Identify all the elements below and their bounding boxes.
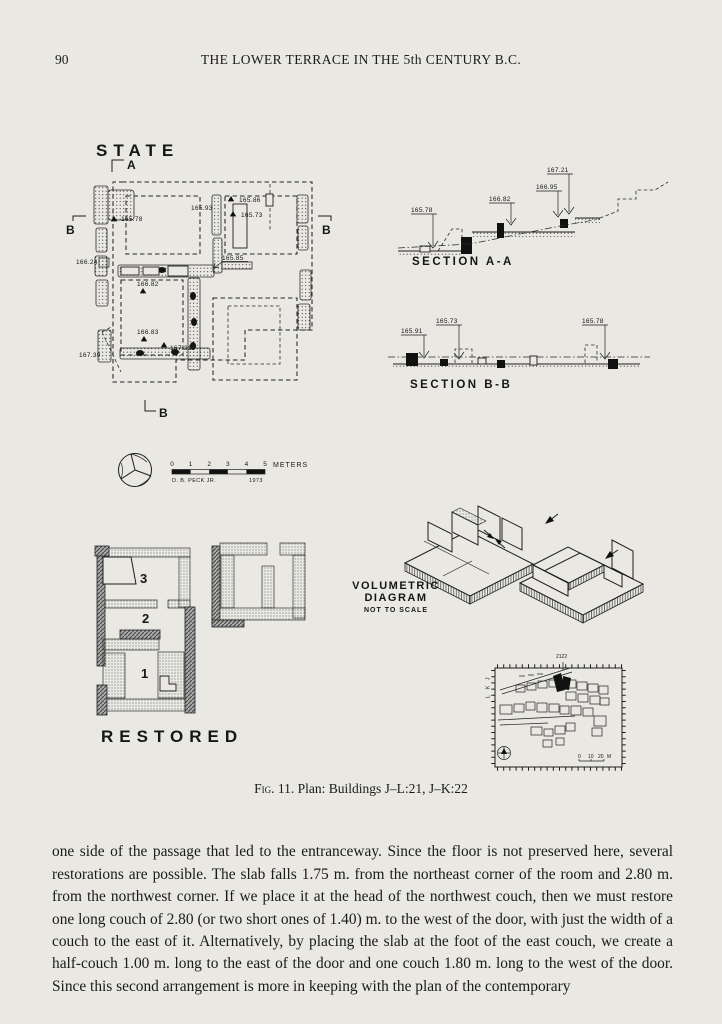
key-map-grid-label: 2122 [556, 654, 568, 660]
north-arrow-icon [119, 454, 152, 487]
volumetric-diagram [352, 506, 643, 623]
section-bb-leaders [401, 318, 610, 359]
body-paragraph: one side of the passage that led to the entranceway. Since the floor is not preserved here, several restorations are possible. The slab falls 1.75 m. from the northeast corner of the room and 2.80 m. from the northwest corner. If we place it at the head of the northwest couch, then we must restore one long couch of 2.80 (or two short ones of 1.40) m. to the west of the door, with just the width of a couch to the east of it. Alternatively, by placing the slab at the foot of the east couch, we create a half-couch 1.00 m. long to the east of the door and one couch 1.80 m. long to the west of the door. Since this second arrangement is more in keeping with the plan of the contemporary [52, 843, 673, 995]
section-bb-profile [388, 345, 650, 369]
scale-and-north [119, 454, 309, 487]
draftsman-credit: D. B. PECK JR. [172, 478, 217, 484]
section-b-right-bracket [318, 216, 331, 221]
elevation-label: 165.73 [436, 318, 458, 325]
elevation-label: 166.82 [137, 281, 159, 288]
key-map-row-label: K [485, 685, 492, 689]
section-b-right-marker: B [322, 223, 331, 237]
section-a-marker-bracket [112, 160, 124, 172]
restored-plan [95, 543, 305, 746]
page-header [0, 52, 722, 72]
section-bb [388, 318, 650, 391]
key-map-scale-unit: M [607, 754, 612, 760]
section-b-bottom-marker: B [159, 406, 168, 420]
room-number: 2 [142, 611, 150, 626]
scale-tick: 0 [170, 461, 174, 468]
elevation-label: 167.21 [547, 167, 569, 174]
state-plan-stone-walls [94, 186, 311, 370]
key-map [486, 654, 625, 769]
scale-tick: 3 [225, 461, 230, 468]
elevation-label: 165.73 [241, 212, 263, 219]
elevation-label: 166.95 [536, 184, 558, 191]
key-map-row-label: J [485, 677, 492, 680]
elevation-triangle-icon [161, 342, 167, 347]
key-map-row-label: L [485, 695, 492, 698]
elevation-label: 165.78 [582, 318, 604, 325]
key-map-buildings [500, 674, 609, 747]
elevation-label: 165.91 [401, 328, 423, 335]
section-b-bottom-bracket [145, 400, 156, 411]
page-number: 90 [55, 52, 69, 67]
elevation-label: 165.93 [191, 205, 213, 212]
drawing-year: 1973 [249, 478, 263, 484]
restored-plan-title: RESTORED [101, 727, 244, 746]
room-number: 1 [141, 666, 149, 681]
volumetric-right-building [520, 540, 643, 623]
scale-tick: 4 [244, 461, 249, 468]
elevation-label: 167.21 [170, 345, 192, 352]
state-plan [66, 141, 331, 420]
running-head: THE LOWER TERRACE IN THE 5th CENTURY B.C. [200, 52, 522, 67]
figure-caption [0, 781, 722, 797]
elevation-label: 167.39 [79, 352, 101, 359]
section-aa-title: SECTION A-A [412, 256, 514, 268]
restored-left-building [95, 546, 195, 715]
restored-right-building [212, 543, 305, 627]
section-bb-title: SECTION B-B [410, 379, 513, 391]
volumetric-title-line1: VOLUMETRIC [352, 580, 440, 592]
elevation-triangle-icon [140, 288, 146, 293]
scale-tick: 2 [207, 461, 212, 468]
key-map-scale-tick: 10 [588, 754, 594, 760]
section-aa-profile [398, 182, 668, 256]
elevation-label: 166.24 [76, 259, 98, 266]
key-map-north-arrow-icon [498, 747, 511, 760]
section-b-left-marker: B [66, 223, 75, 237]
room-number: 3 [140, 571, 148, 586]
elevation-label: 165.86 [239, 197, 261, 204]
key-map-scale-tick: 20 [598, 754, 604, 760]
key-map-highlight [553, 673, 571, 692]
elevation-label: 165.85 [222, 255, 244, 262]
scale-tick: 1 [188, 461, 193, 468]
key-map-scale [578, 754, 611, 761]
section-a-marker: A [127, 158, 136, 172]
section-aa [398, 167, 668, 268]
scale-tick: 5 [263, 461, 267, 468]
state-plan-title: STATE [96, 141, 180, 160]
key-map-scale-tick: 0 [578, 754, 581, 760]
elevation-triangle-icon [228, 196, 234, 201]
figure-caption-text: Plan: Buildings J–L:21, J–K:22 [294, 781, 468, 796]
figure-11-plan [0, 120, 722, 780]
scale-unit: METERS [273, 462, 309, 469]
elevation-label: 165.78 [121, 216, 143, 223]
elevation-triangle-icon [141, 336, 147, 341]
volumetric-note: NOT TO SCALE [364, 607, 428, 614]
elevation-label: 165.78 [411, 207, 433, 214]
elevation-label: 166.82 [489, 196, 511, 203]
section-b-left-bracket [73, 216, 86, 221]
elevation-label: 166.83 [137, 329, 159, 336]
figure-caption-label: Fig. 11. [254, 781, 295, 796]
volumetric-title-line2: DIAGRAM [364, 592, 428, 604]
scale-bar [170, 461, 308, 484]
